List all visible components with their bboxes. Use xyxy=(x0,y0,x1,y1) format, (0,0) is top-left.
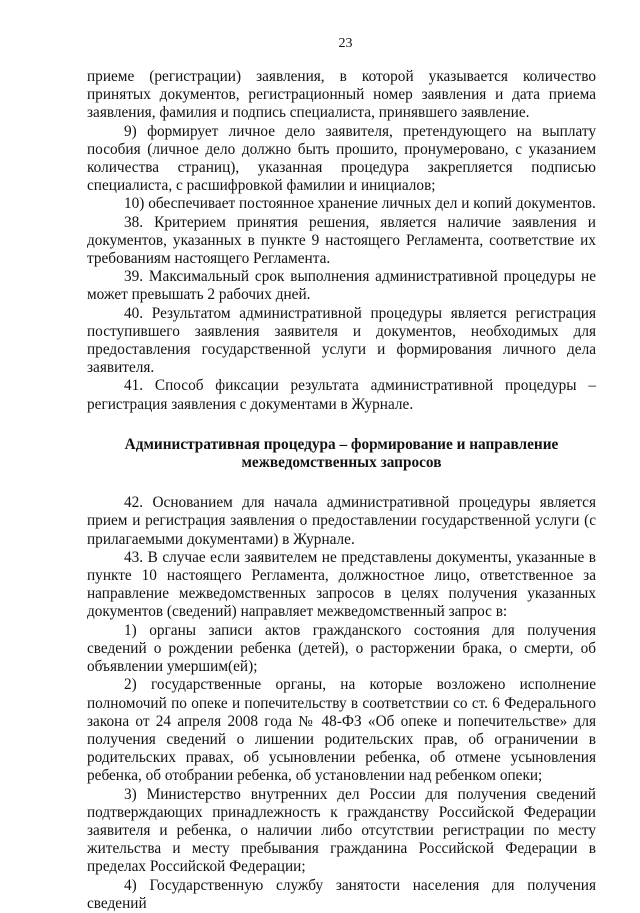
paragraph-43-item-1: 1) органы записи актов гражданского состояния для получения сведений о рождении ребенка (детей), о расторжении брака, о смерти, об объявлении умершим(ей); xyxy=(87,621,596,676)
paragraph-43: 43. В случае если заявителем не представлены документы, указанные в пункте 10 настоящего Регламента, должностное лицо, ответственное за направление межведомственных запросов в целях получения указанных документов (сведений) направляет межведомственный запрос в: xyxy=(87,548,596,621)
paragraph-40: 40. Результатом административной процедуры является регистрация поступившего заявления заявителя и документов, необходимых для предоставления государственной услуги и формирования личного дела заявителя. xyxy=(87,304,596,377)
section-heading xyxy=(87,436,596,472)
paragraph-item-10: 10) обеспечивает постоянное хранение личных дел и копий документов. xyxy=(124,195,596,213)
paragraph-continuation: приеме (регистрации) заявления, в которой указывается количество принятых документов, регистрационный номер заявления и дата приема заявления, фамилия и подпись специалиста, принявшего заявление. xyxy=(87,68,596,122)
paragraph-43-item-3: 3) Министерство внутренних дел России для получения сведений подтверждающих принадлежность к гражданству Российской Федерации заявителя и ребенка, о наличии либо отсутствии регистрации по месту жительства и месту пребывания гражданина Российской Федерации в пределах Российской Федерации; xyxy=(87,785,596,876)
paragraph-item-9: 9) формирует личное дело заявителя, претендующего на выплату пособия (личное дело должно быть прошито, пронумеровано, с указанием количества страниц), указанная процедура закрепляется подписью специалиста, с расшифровкой фамилии и инициалов; xyxy=(87,122,596,195)
paragraph-43-item-4: 4) Государственную службу занятости населения для получения сведений xyxy=(87,876,596,912)
section-heading-line-1: Административная процедура – формирование и направление xyxy=(124,435,559,453)
paragraph-39: 39. Максимальный срок выполнения административной процедуры не может превышать 2 рабочих дней. xyxy=(87,268,596,304)
paragraph-41: 41. Способ фиксации результата административной процедуры – регистрация заявления с документами в Журнале. xyxy=(87,377,596,413)
paragraph-42: 42. Основанием для начала административной процедуры является прием и регистрация заявления о предоставлении государственной услуги (с прилагаемыми документами) в Журнале. xyxy=(87,494,596,548)
page-number: 23 xyxy=(338,36,353,51)
paragraph-38: 38. Критерием принятия решения, является наличие заявления и документов, указанных в пункте 9 настоящего Регламента, соответствие их требованиям настоящего Регламента. xyxy=(87,213,596,268)
section-heading-line-2: межведомственных запросов xyxy=(241,454,442,472)
paragraph-43-item-2: 2) государственные органы, на которые возложено исполнение полномочий по опеке и попечительству в соответствии со ст. 6 Федерального закона от 24 апреля 2008 года № 48-ФЗ «Об опеке и попечительстве» для получения сведений о лишении родительских прав, об ограничении в родительских правах, об усыновлении ребенка, об отмене усыновления ребенка, об отобрании ребенка, об установлении над ребенком опеки; xyxy=(87,676,596,785)
